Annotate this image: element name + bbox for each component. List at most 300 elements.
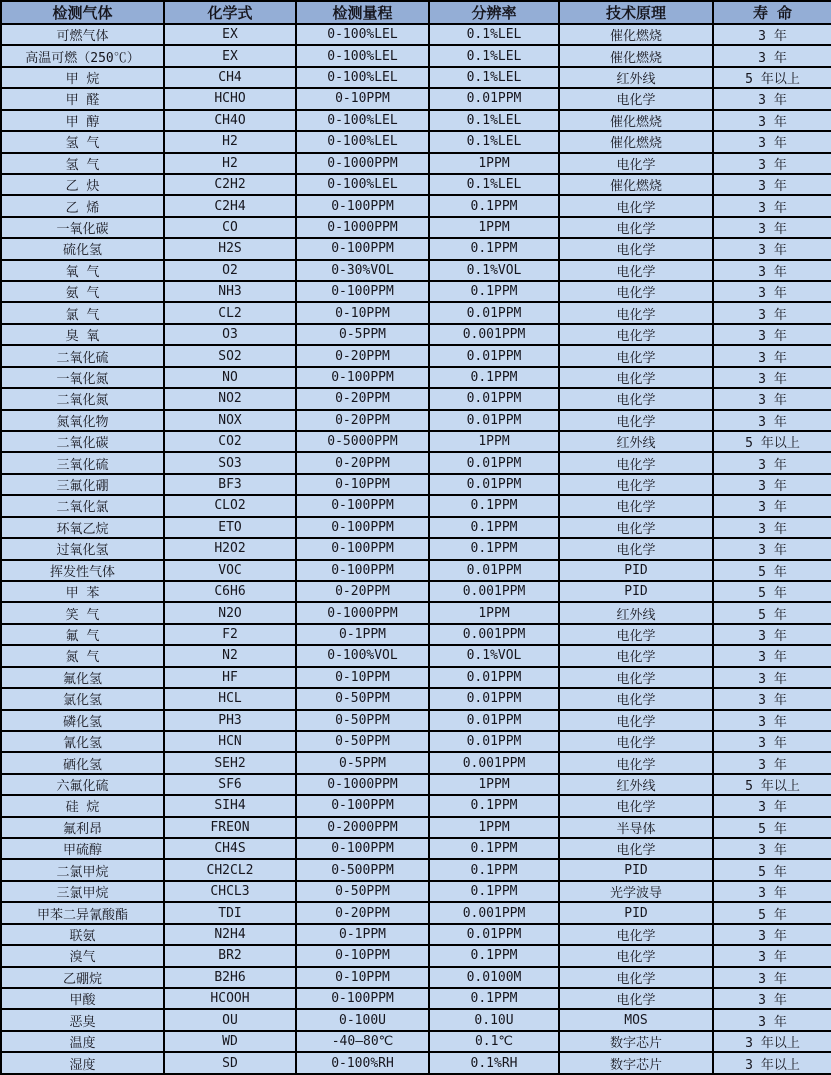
cell-resolution: 0.1%VOL bbox=[429, 645, 559, 666]
cell-resolution: 0.01PPM bbox=[429, 302, 559, 323]
cell-lifespan: 5 年以上 bbox=[713, 431, 831, 452]
cell-gas: 湿度 bbox=[1, 1052, 164, 1074]
cell-resolution: 0.1PPM bbox=[429, 281, 559, 302]
cell-principle: PID bbox=[559, 560, 713, 581]
cell-formula: EX bbox=[164, 45, 296, 66]
cell-principle: 电化学 bbox=[559, 538, 713, 559]
cell-formula: N2O bbox=[164, 602, 296, 623]
cell-resolution: 1PPM bbox=[429, 153, 559, 174]
cell-formula: NH3 bbox=[164, 281, 296, 302]
table-row bbox=[1, 560, 831, 581]
cell-lifespan: 3 年 bbox=[713, 174, 831, 195]
cell-range: 0-10PPM bbox=[296, 667, 429, 688]
column-header-gas: 检测气体 bbox=[1, 1, 164, 24]
table-row bbox=[1, 795, 831, 816]
cell-resolution: 0.1%VOL bbox=[429, 260, 559, 281]
table-row bbox=[1, 538, 831, 559]
table-row bbox=[1, 817, 831, 838]
table-body bbox=[1, 24, 831, 1074]
cell-formula: TDI bbox=[164, 902, 296, 923]
cell-resolution: 1PPM bbox=[429, 431, 559, 452]
table-row bbox=[1, 131, 831, 152]
cell-resolution: 0.001PPM bbox=[429, 581, 559, 602]
cell-formula: B2H6 bbox=[164, 967, 296, 988]
cell-lifespan: 3 年 bbox=[713, 367, 831, 388]
cell-range: 0-100PPM bbox=[296, 988, 429, 1009]
cell-formula: C2H4 bbox=[164, 195, 296, 216]
cell-range: 0-100%LEL bbox=[296, 174, 429, 195]
cell-range: 0-30%VOL bbox=[296, 260, 429, 281]
cell-formula: SEH2 bbox=[164, 752, 296, 773]
table-row bbox=[1, 174, 831, 195]
cell-resolution: 0.1PPM bbox=[429, 838, 559, 859]
cell-resolution: 0.1%RH bbox=[429, 1052, 559, 1074]
cell-range: 0-100PPM bbox=[296, 517, 429, 538]
cell-lifespan: 5 年 bbox=[713, 859, 831, 880]
table-row bbox=[1, 195, 831, 216]
cell-gas: 甲酸 bbox=[1, 988, 164, 1009]
cell-lifespan: 5 年 bbox=[713, 602, 831, 623]
cell-lifespan: 3 年 bbox=[713, 838, 831, 859]
cell-formula: H2 bbox=[164, 153, 296, 174]
cell-lifespan: 3 年 bbox=[713, 131, 831, 152]
cell-lifespan: 3 年 bbox=[713, 881, 831, 902]
cell-resolution: 0.01PPM bbox=[429, 924, 559, 945]
cell-resolution: 0.1PPM bbox=[429, 195, 559, 216]
cell-gas: 二氧化碳 bbox=[1, 431, 164, 452]
cell-lifespan: 3 年 bbox=[713, 517, 831, 538]
cell-formula: ETO bbox=[164, 517, 296, 538]
cell-resolution: 0.1PPM bbox=[429, 538, 559, 559]
cell-resolution: 1PPM bbox=[429, 602, 559, 623]
cell-range: -40—80℃ bbox=[296, 1031, 429, 1052]
cell-lifespan: 3 年 bbox=[713, 1009, 831, 1030]
cell-formula: O2 bbox=[164, 260, 296, 281]
cell-formula: CH4 bbox=[164, 67, 296, 88]
cell-principle: 红外线 bbox=[559, 602, 713, 623]
cell-resolution: 0.1PPM bbox=[429, 238, 559, 259]
cell-formula: OU bbox=[164, 1009, 296, 1030]
cell-principle: 电化学 bbox=[559, 795, 713, 816]
cell-range: 0-20PPM bbox=[296, 388, 429, 409]
cell-lifespan: 5 年以上 bbox=[713, 67, 831, 88]
cell-lifespan: 3 年 bbox=[713, 195, 831, 216]
cell-gas: 氮氧化物 bbox=[1, 410, 164, 431]
cell-lifespan: 3 年 bbox=[713, 667, 831, 688]
cell-range: 0-20PPM bbox=[296, 345, 429, 366]
table-row bbox=[1, 88, 831, 109]
cell-lifespan: 5 年 bbox=[713, 560, 831, 581]
table-row bbox=[1, 988, 831, 1009]
cell-lifespan: 3 年 bbox=[713, 688, 831, 709]
cell-lifespan: 5 年 bbox=[713, 902, 831, 923]
cell-gas: 臭 氧 bbox=[1, 324, 164, 345]
cell-lifespan: 3 年 bbox=[713, 302, 831, 323]
cell-formula: HCN bbox=[164, 731, 296, 752]
cell-formula: CO bbox=[164, 217, 296, 238]
cell-resolution: 0.1%LEL bbox=[429, 174, 559, 195]
cell-gas: 氟利昂 bbox=[1, 817, 164, 838]
cell-gas: 氮 气 bbox=[1, 645, 164, 666]
cell-range: 0-100%RH bbox=[296, 1052, 429, 1074]
cell-range: 0-1000PPM bbox=[296, 217, 429, 238]
cell-principle: 电化学 bbox=[559, 710, 713, 731]
cell-range: 0-500PPM bbox=[296, 859, 429, 880]
cell-gas: 氟 气 bbox=[1, 624, 164, 645]
cell-principle: 红外线 bbox=[559, 67, 713, 88]
cell-gas: 甲 烷 bbox=[1, 67, 164, 88]
cell-resolution: 0.1PPM bbox=[429, 517, 559, 538]
table-row bbox=[1, 110, 831, 131]
cell-resolution: 0.1%LEL bbox=[429, 131, 559, 152]
cell-resolution: 1PPM bbox=[429, 817, 559, 838]
cell-lifespan: 3 年 bbox=[713, 153, 831, 174]
cell-formula: C2H2 bbox=[164, 174, 296, 195]
cell-formula: H2S bbox=[164, 238, 296, 259]
cell-lifespan: 3 年 bbox=[713, 410, 831, 431]
cell-range: 0-5000PPM bbox=[296, 431, 429, 452]
cell-gas: 磷化氢 bbox=[1, 710, 164, 731]
cell-lifespan: 3 年 bbox=[713, 345, 831, 366]
cell-lifespan: 3 年以上 bbox=[713, 1052, 831, 1074]
table-row bbox=[1, 260, 831, 281]
cell-range: 0-50PPM bbox=[296, 731, 429, 752]
cell-formula: O3 bbox=[164, 324, 296, 345]
cell-gas: 乙硼烷 bbox=[1, 967, 164, 988]
cell-lifespan: 3 年 bbox=[713, 752, 831, 773]
cell-resolution: 0.1PPM bbox=[429, 495, 559, 516]
table-row bbox=[1, 881, 831, 902]
cell-range: 0-100PPM bbox=[296, 281, 429, 302]
cell-range: 0-100%LEL bbox=[296, 110, 429, 131]
cell-range: 0-10PPM bbox=[296, 474, 429, 495]
cell-resolution: 0.1PPM bbox=[429, 367, 559, 388]
cell-gas: 二氯甲烷 bbox=[1, 859, 164, 880]
cell-lifespan: 3 年 bbox=[713, 988, 831, 1009]
cell-range: 0-1PPM bbox=[296, 924, 429, 945]
cell-range: 0-5PPM bbox=[296, 752, 429, 773]
cell-principle: 电化学 bbox=[559, 838, 713, 859]
cell-formula: N2 bbox=[164, 645, 296, 666]
table-row bbox=[1, 324, 831, 345]
cell-resolution: 1PPM bbox=[429, 774, 559, 795]
cell-resolution: 0.01PPM bbox=[429, 88, 559, 109]
cell-lifespan: 3 年以上 bbox=[713, 1031, 831, 1052]
cell-range: 0-50PPM bbox=[296, 710, 429, 731]
cell-principle: 电化学 bbox=[559, 474, 713, 495]
cell-lifespan: 3 年 bbox=[713, 924, 831, 945]
table-row bbox=[1, 774, 831, 795]
cell-range: 0-100%LEL bbox=[296, 45, 429, 66]
cell-lifespan: 3 年 bbox=[713, 281, 831, 302]
cell-principle: 电化学 bbox=[559, 153, 713, 174]
cell-gas: 氢 气 bbox=[1, 153, 164, 174]
cell-gas: 二氧化硫 bbox=[1, 345, 164, 366]
cell-principle: 电化学 bbox=[559, 624, 713, 645]
cell-principle: 电化学 bbox=[559, 238, 713, 259]
table-row bbox=[1, 345, 831, 366]
cell-formula: HF bbox=[164, 667, 296, 688]
cell-range: 0-10PPM bbox=[296, 945, 429, 966]
table-row bbox=[1, 302, 831, 323]
table-row bbox=[1, 431, 831, 452]
cell-principle: 电化学 bbox=[559, 645, 713, 666]
cell-formula: SD bbox=[164, 1052, 296, 1074]
table-row bbox=[1, 1052, 831, 1074]
cell-lifespan: 3 年 bbox=[713, 710, 831, 731]
cell-resolution: 0.01PPM bbox=[429, 388, 559, 409]
cell-lifespan: 3 年 bbox=[713, 645, 831, 666]
cell-principle: 红外线 bbox=[559, 431, 713, 452]
cell-principle: 电化学 bbox=[559, 517, 713, 538]
table-row bbox=[1, 602, 831, 623]
cell-formula: NOX bbox=[164, 410, 296, 431]
table-row bbox=[1, 967, 831, 988]
cell-lifespan: 3 年 bbox=[713, 260, 831, 281]
table-row bbox=[1, 581, 831, 602]
cell-formula: CHCL3 bbox=[164, 881, 296, 902]
cell-resolution: 0.0100M bbox=[429, 967, 559, 988]
cell-resolution: 0.1PPM bbox=[429, 945, 559, 966]
cell-gas: 溴气 bbox=[1, 945, 164, 966]
cell-range: 0-100%LEL bbox=[296, 67, 429, 88]
cell-range: 0-100PPM bbox=[296, 238, 429, 259]
cell-lifespan: 5 年 bbox=[713, 817, 831, 838]
cell-gas: 三氯甲烷 bbox=[1, 881, 164, 902]
cell-lifespan: 3 年 bbox=[713, 452, 831, 473]
cell-principle: 光学波导 bbox=[559, 881, 713, 902]
cell-lifespan: 3 年 bbox=[713, 624, 831, 645]
cell-principle: 电化学 bbox=[559, 410, 713, 431]
cell-formula: CO2 bbox=[164, 431, 296, 452]
cell-gas: 硫化氢 bbox=[1, 238, 164, 259]
cell-range: 0-20PPM bbox=[296, 410, 429, 431]
cell-formula: SO3 bbox=[164, 452, 296, 473]
cell-gas: 环氧乙烷 bbox=[1, 517, 164, 538]
cell-range: 0-50PPM bbox=[296, 688, 429, 709]
cell-range: 0-1000PPM bbox=[296, 602, 429, 623]
cell-principle: 电化学 bbox=[559, 302, 713, 323]
cell-resolution: 0.1PPM bbox=[429, 881, 559, 902]
cell-range: 0-100PPM bbox=[296, 560, 429, 581]
cell-resolution: 0.01PPM bbox=[429, 474, 559, 495]
cell-principle: 电化学 bbox=[559, 88, 713, 109]
cell-formula: HCOOH bbox=[164, 988, 296, 1009]
cell-lifespan: 3 年 bbox=[713, 324, 831, 345]
table-row bbox=[1, 217, 831, 238]
cell-lifespan: 3 年 bbox=[713, 238, 831, 259]
table-row bbox=[1, 45, 831, 66]
cell-principle: 电化学 bbox=[559, 324, 713, 345]
table-row bbox=[1, 67, 831, 88]
cell-principle: 催化燃烧 bbox=[559, 45, 713, 66]
cell-principle: 数字芯片 bbox=[559, 1031, 713, 1052]
cell-formula: CH2CL2 bbox=[164, 859, 296, 880]
cell-range: 0-5PPM bbox=[296, 324, 429, 345]
table-row bbox=[1, 667, 831, 688]
cell-principle: 催化燃烧 bbox=[559, 174, 713, 195]
cell-principle: PID bbox=[559, 902, 713, 923]
cell-resolution: 0.01PPM bbox=[429, 731, 559, 752]
cell-formula: VOC bbox=[164, 560, 296, 581]
table-header-row bbox=[1, 1, 831, 24]
cell-principle: 电化学 bbox=[559, 195, 713, 216]
cell-principle: 红外线 bbox=[559, 774, 713, 795]
cell-resolution: 0.01PPM bbox=[429, 452, 559, 473]
cell-gas: 氧 气 bbox=[1, 260, 164, 281]
cell-lifespan: 5 年以上 bbox=[713, 774, 831, 795]
cell-principle: 电化学 bbox=[559, 367, 713, 388]
cell-range: 0-10PPM bbox=[296, 302, 429, 323]
cell-gas: 甲 醇 bbox=[1, 110, 164, 131]
table-row bbox=[1, 945, 831, 966]
cell-resolution: 0.1PPM bbox=[429, 795, 559, 816]
cell-gas: 六氟化硫 bbox=[1, 774, 164, 795]
table-row bbox=[1, 838, 831, 859]
cell-lifespan: 3 年 bbox=[713, 88, 831, 109]
cell-range: 0-100PPM bbox=[296, 195, 429, 216]
cell-formula: NO2 bbox=[164, 388, 296, 409]
cell-range: 0-1000PPM bbox=[296, 153, 429, 174]
cell-gas: 过氧化氢 bbox=[1, 538, 164, 559]
cell-gas: 一氧化碳 bbox=[1, 217, 164, 238]
cell-gas: 一氧化氮 bbox=[1, 367, 164, 388]
cell-principle: MOS bbox=[559, 1009, 713, 1030]
cell-resolution: 0.1%LEL bbox=[429, 110, 559, 131]
cell-range: 0-20PPM bbox=[296, 452, 429, 473]
column-header-formula: 化学式 bbox=[164, 1, 296, 24]
cell-gas: 可燃气体 bbox=[1, 24, 164, 45]
cell-resolution: 0.1℃ bbox=[429, 1031, 559, 1052]
cell-resolution: 0.001PPM bbox=[429, 902, 559, 923]
cell-formula: CH4S bbox=[164, 838, 296, 859]
cell-lifespan: 3 年 bbox=[713, 24, 831, 45]
cell-gas: 氯化氢 bbox=[1, 688, 164, 709]
cell-principle: 电化学 bbox=[559, 731, 713, 752]
cell-principle: PID bbox=[559, 859, 713, 880]
cell-resolution: 0.001PPM bbox=[429, 752, 559, 773]
cell-formula: WD bbox=[164, 1031, 296, 1052]
cell-gas: 恶臭 bbox=[1, 1009, 164, 1030]
cell-formula: CL2 bbox=[164, 302, 296, 323]
cell-formula: HCHO bbox=[164, 88, 296, 109]
cell-principle: 电化学 bbox=[559, 452, 713, 473]
cell-formula: N2H4 bbox=[164, 924, 296, 945]
cell-range: 0-100PPM bbox=[296, 367, 429, 388]
cell-resolution: 0.01PPM bbox=[429, 688, 559, 709]
cell-gas: 乙 烯 bbox=[1, 195, 164, 216]
cell-formula: BR2 bbox=[164, 945, 296, 966]
cell-gas: 乙 炔 bbox=[1, 174, 164, 195]
cell-range: 0-100PPM bbox=[296, 538, 429, 559]
cell-principle: 电化学 bbox=[559, 667, 713, 688]
cell-lifespan: 3 年 bbox=[713, 45, 831, 66]
cell-gas: 三氟化硼 bbox=[1, 474, 164, 495]
cell-gas: 三氧化硫 bbox=[1, 452, 164, 473]
cell-lifespan: 3 年 bbox=[713, 731, 831, 752]
table-row bbox=[1, 24, 831, 45]
table-row bbox=[1, 902, 831, 923]
table-row bbox=[1, 452, 831, 473]
cell-range: 0-10PPM bbox=[296, 967, 429, 988]
cell-formula: SO2 bbox=[164, 345, 296, 366]
cell-principle: 电化学 bbox=[559, 345, 713, 366]
cell-gas: 甲苯二异氰酸酯 bbox=[1, 902, 164, 923]
cell-principle: 电化学 bbox=[559, 281, 713, 302]
table-row bbox=[1, 1009, 831, 1030]
cell-range: 0-100PPM bbox=[296, 795, 429, 816]
cell-principle: 电化学 bbox=[559, 388, 713, 409]
cell-formula: H2 bbox=[164, 131, 296, 152]
table-row bbox=[1, 688, 831, 709]
cell-gas: 氟化氢 bbox=[1, 667, 164, 688]
cell-principle: 催化燃烧 bbox=[559, 24, 713, 45]
table-row bbox=[1, 367, 831, 388]
cell-gas: 甲 醛 bbox=[1, 88, 164, 109]
cell-range: 0-1000PPM bbox=[296, 774, 429, 795]
cell-resolution: 1PPM bbox=[429, 217, 559, 238]
cell-resolution: 0.10U bbox=[429, 1009, 559, 1030]
table-row bbox=[1, 859, 831, 880]
cell-principle: 电化学 bbox=[559, 688, 713, 709]
cell-formula: F2 bbox=[164, 624, 296, 645]
cell-resolution: 0.1PPM bbox=[429, 859, 559, 880]
table-row bbox=[1, 752, 831, 773]
table-row bbox=[1, 238, 831, 259]
cell-principle: 电化学 bbox=[559, 924, 713, 945]
cell-lifespan: 3 年 bbox=[713, 795, 831, 816]
cell-formula: CLO2 bbox=[164, 495, 296, 516]
cell-gas: 硅 烷 bbox=[1, 795, 164, 816]
cell-gas: 高温可燃（250℃） bbox=[1, 45, 164, 66]
cell-gas: 二氧化氯 bbox=[1, 495, 164, 516]
column-header-principle: 技术原理 bbox=[559, 1, 713, 24]
cell-range: 0-100PPM bbox=[296, 838, 429, 859]
cell-principle: 电化学 bbox=[559, 752, 713, 773]
cell-range: 0-100U bbox=[296, 1009, 429, 1030]
cell-principle: 电化学 bbox=[559, 217, 713, 238]
cell-gas: 氯 气 bbox=[1, 302, 164, 323]
table-row bbox=[1, 624, 831, 645]
cell-resolution: 0.1%LEL bbox=[429, 45, 559, 66]
table-row bbox=[1, 710, 831, 731]
column-header-range: 检测量程 bbox=[296, 1, 429, 24]
table-row bbox=[1, 410, 831, 431]
cell-principle: 数字芯片 bbox=[559, 1052, 713, 1074]
cell-range: 0-100%LEL bbox=[296, 131, 429, 152]
cell-range: 0-100PPM bbox=[296, 495, 429, 516]
table-row bbox=[1, 281, 831, 302]
cell-range: 0-20PPM bbox=[296, 581, 429, 602]
cell-formula: H2O2 bbox=[164, 538, 296, 559]
cell-range: 0-20PPM bbox=[296, 902, 429, 923]
cell-lifespan: 3 年 bbox=[713, 945, 831, 966]
cell-resolution: 0.01PPM bbox=[429, 410, 559, 431]
cell-lifespan: 3 年 bbox=[713, 217, 831, 238]
cell-lifespan: 3 年 bbox=[713, 967, 831, 988]
cell-principle: PID bbox=[559, 581, 713, 602]
cell-resolution: 0.01PPM bbox=[429, 345, 559, 366]
cell-gas: 二氧化氮 bbox=[1, 388, 164, 409]
cell-gas: 甲 苯 bbox=[1, 581, 164, 602]
cell-gas: 氢 气 bbox=[1, 131, 164, 152]
cell-resolution: 0.1%LEL bbox=[429, 24, 559, 45]
cell-formula: SF6 bbox=[164, 774, 296, 795]
cell-principle: 催化燃烧 bbox=[559, 110, 713, 131]
cell-resolution: 0.1%LEL bbox=[429, 67, 559, 88]
table-row bbox=[1, 1031, 831, 1052]
cell-principle: 半导体 bbox=[559, 817, 713, 838]
